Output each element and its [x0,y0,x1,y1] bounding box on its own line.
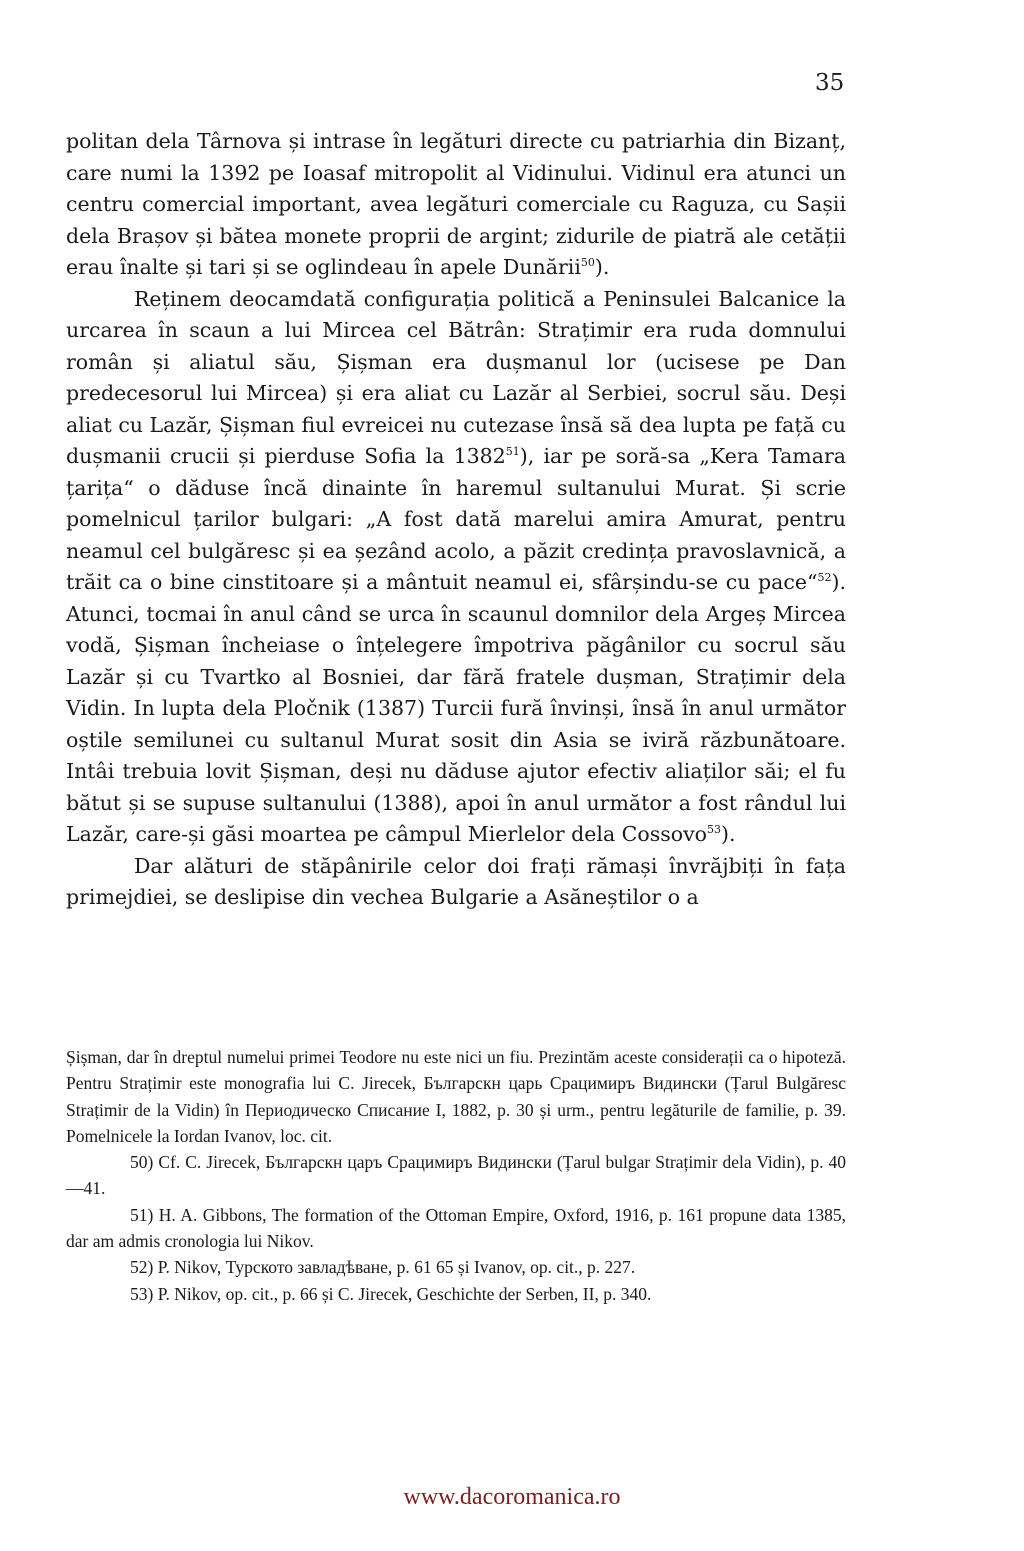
paragraph-3: Dar alături de stăpânirile celor doi frați rămași învrăjbiți în fața primejdiei, se deslipise din vechea Bulgarie a Asăneștilor o a [66,853,846,909]
footnotes [66,1044,846,1307]
paragraph-text: Reținem deocamdată configurația politică a Peninsulei Balcanice la urcarea în scaun a lui Mircea cel Bătrân: Strațimir era ruda domnului român și aliatul său, Șișman era dușmanul lor (ucisese pe Dan predecesorul lui Mircea) și era aliat cu Lazăr al Serbiei, socrul său. Deși aliat cu Lazăr, Șișman fiul evreicei nu cutezase însă să dea lupta pe față cu dușmanii crucii și pierduse Sofia la 1382 [66,286,846,468]
footnote-53: 53) P. Nikov, op. cit., p. 66 și C. Jirecek, Geschichte der Serben, II, p. 340. [130,1283,652,1304]
footnote-ref-53[interactable]: 53 [707,823,722,837]
footnote-ref-50[interactable]: 50 [580,256,595,270]
page-number: 35 [815,70,845,96]
paragraph-text: ). [721,822,736,846]
footnote-51: 51) H. A. Gibbons, The formation of the Ottoman Empire, Oxford, 1916, p. 161 propune data 1385, dar am admis cronologia lui Nikov. [66,1204,846,1252]
footnote-ref-51[interactable]: 51 [505,445,520,459]
footnote-continuation: Șișman, dar în dreptul numelui primei Teodore nu este nici un fiu. Prezintăm aceste considerații ca o hipoteză. Pentru Strațimir este monografia lui C. Jirecek, Българскн царь Срацимиръ Видински (Țarul Bulgăresc Strațimir de la Vidin) în Периодическо Списание I, 1882, p. 30 și urm., pentru legăturile de familie, p. 39. Pomelnicele la Iordan Ivanov, loc. cit. [66,1047,846,1146]
paragraph-1 [66,126,846,284]
paragraph-text: ). [594,255,610,279]
footnote-ref-52[interactable]: 52 [817,571,832,585]
paragraph-text: politan dela Târnova și intrase în legături directe cu patriarhia din Bizanț, care numi la 1392 pe Ioasaf mitropolit al Vidinului. Vidinul era atunci un centru comercial important, avea legături comerciale cu Raguza, cu Sașii dela Brașov și bătea monete proprii de argint; zidurile de piatră ale cetății erau înalte și tari și se oglindeau în apele Dunării [66,129,846,279]
paragraph-text: ). Atunci, tocmai în anul când se urca în scaunul domnilor dela Argeș Mircea vodă, Șișman încheiase o înțelegere împotriva păgânilor cu socrul său Lazăr și cu Tvartko al Bosniei, dar fără fratele dușman, Strațimir dela Vidin. In lupta dela Pločnik (1387) Turcii fură învinși, însă în anul următor oștile semilunei cu sultanul Murat sosit din Asia se iviră răzbunătoare. Intâi trebuia lovit Șișman, deși nu dăduse ajutor efectiv aliaților săi; el fu bătut și se supuse sultanului (1388), apoi în anul următor a fost rândul lui Lazăr, care-și găsi moartea pe câmpul Mierlelor dela Cossovo [66,570,846,846]
footnote-50: 50) Cf. C. Jirecek, Българскн царъ Срацимиръ Видински (Țarul bulgar Strațimir dela Vidin), p. 40—41. [66,1152,846,1199]
paragraph-2 [66,284,846,851]
main-text [66,126,846,914]
footnote-52: 52) P. Nikov, Турското завладѣване, p. 61 65 și Ivanov, op. cit., p. 227. [130,1257,636,1278]
paragraph-text: ), iar pe soră-sa „Kera Tamara țarița“ o dăduse încă dinainte în haremul sultanului Murat. Și scrie pomelnicul țarilor bulgari: „A fost dată marelui amira Amurat, pentru neamul cel bulgăresc și ea șezând acolo, a păzit credința pravoslavnică, a trăit ca o bine cinstitoare și a mântuit neamul ei, sfârșindu-se cu pace“ [66,444,846,594]
watermark-url[interactable]: www.dacoromanica.ro [403,1484,621,1510]
